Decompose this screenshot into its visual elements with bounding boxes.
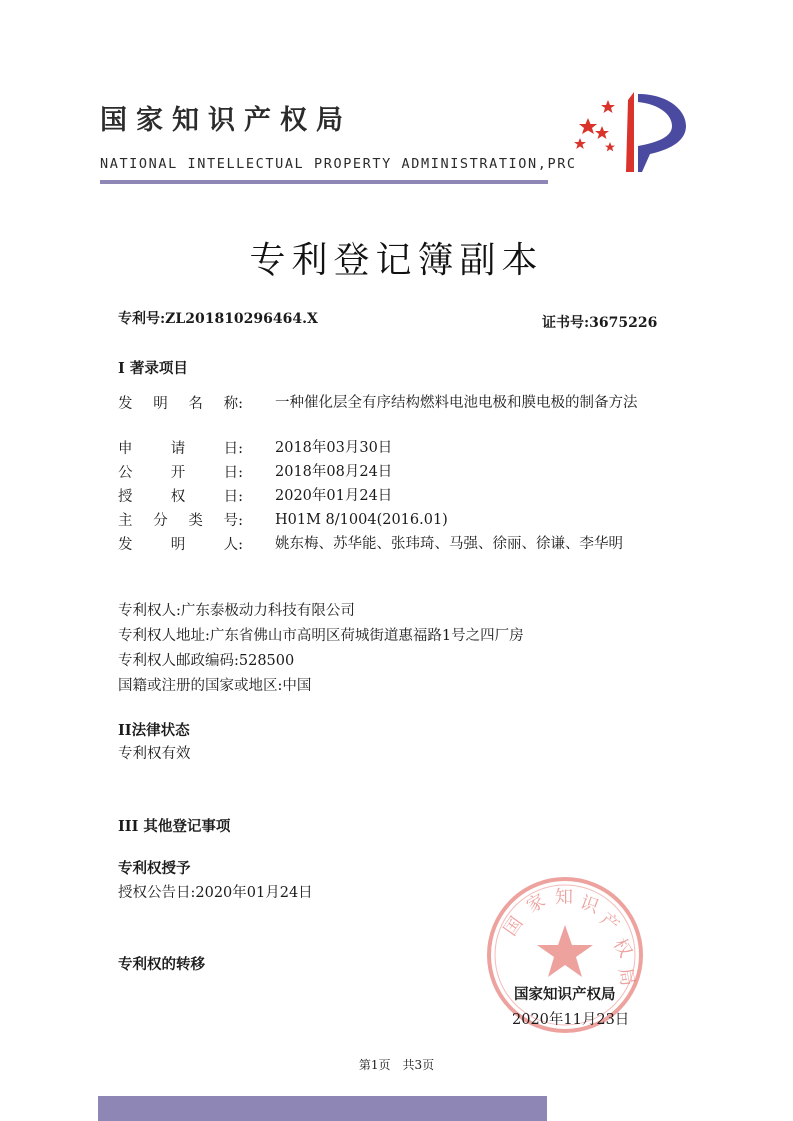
header-rule: [100, 180, 548, 184]
footer-bar: [98, 1096, 547, 1121]
svg-text:家: 家: [523, 890, 550, 918]
org-name-en: NATIONAL INTELLECTUAL PROPERTY ADMINISTRATION,PRC: [100, 156, 577, 172]
field-label: 授 权 日:: [118, 489, 243, 505]
section-3-heading: III 其他登记事项: [118, 818, 231, 835]
page-number: 第1页 共3页: [358, 1058, 435, 1072]
svg-text:国: 国: [499, 913, 528, 940]
org-name-cn: 国家知识产权局: [100, 105, 352, 136]
transfer-heading: 专利权的转移: [118, 956, 205, 973]
svg-text:权: 权: [608, 935, 636, 962]
field-value: 2018年08月24日: [275, 464, 393, 480]
field-label: 申 请 日:: [118, 441, 243, 457]
field-label: 发 明 名 称:: [118, 396, 243, 412]
patentee-address: 专利权人地址:广东省佛山市高明区荷城街道惠福路1号之四厂房: [118, 628, 524, 644]
field-label: 发 明 人:: [118, 537, 243, 553]
certificate-number: 证书号:3675226: [542, 315, 658, 331]
field-value: 一种催化层全有序结构燃料电池电极和膜电极的制备方法: [275, 395, 638, 411]
field-value: 2018年03月30日: [275, 440, 393, 456]
svg-text:产: 产: [595, 908, 624, 937]
field-value: H01M 8/1004(2016.01): [275, 512, 448, 528]
svg-text:识: 识: [577, 891, 602, 918]
patent-number: 专利号:ZL201810296464.X: [118, 311, 318, 327]
cnipa-logo-icon: [568, 80, 688, 180]
svg-text:知: 知: [555, 887, 573, 908]
document-title: 专利登记簿副本: [249, 240, 544, 281]
patentee-postcode: 专利权人邮政编码:528500: [118, 653, 295, 669]
field-label: 主 分 类 号:: [118, 513, 243, 529]
legal-status: 专利权有效: [118, 746, 191, 762]
section-1-heading: I 著录项目: [118, 360, 188, 377]
grant-heading: 专利权授予: [118, 860, 191, 877]
grant-announcement-date: 授权公告日:2020年01月24日: [118, 885, 313, 901]
svg-text:局: 局: [614, 966, 638, 988]
field-value: 姚东梅、苏华能、张玮琦、马强、徐丽、徐谦、李华明: [275, 536, 623, 552]
field-label: 公 开 日:: [118, 465, 243, 481]
patentee-country: 国籍或注册的国家或地区:中国: [118, 678, 312, 694]
seal-authority-name: 国家知识产权局: [514, 986, 616, 1003]
section-2-heading: II法律状态: [118, 722, 190, 739]
field-value: 2020年01月24日: [275, 488, 393, 504]
seal-date: 2020年11月23日: [512, 1012, 630, 1028]
patentee: 专利权人:广东泰极动力科技有限公司: [118, 603, 355, 619]
